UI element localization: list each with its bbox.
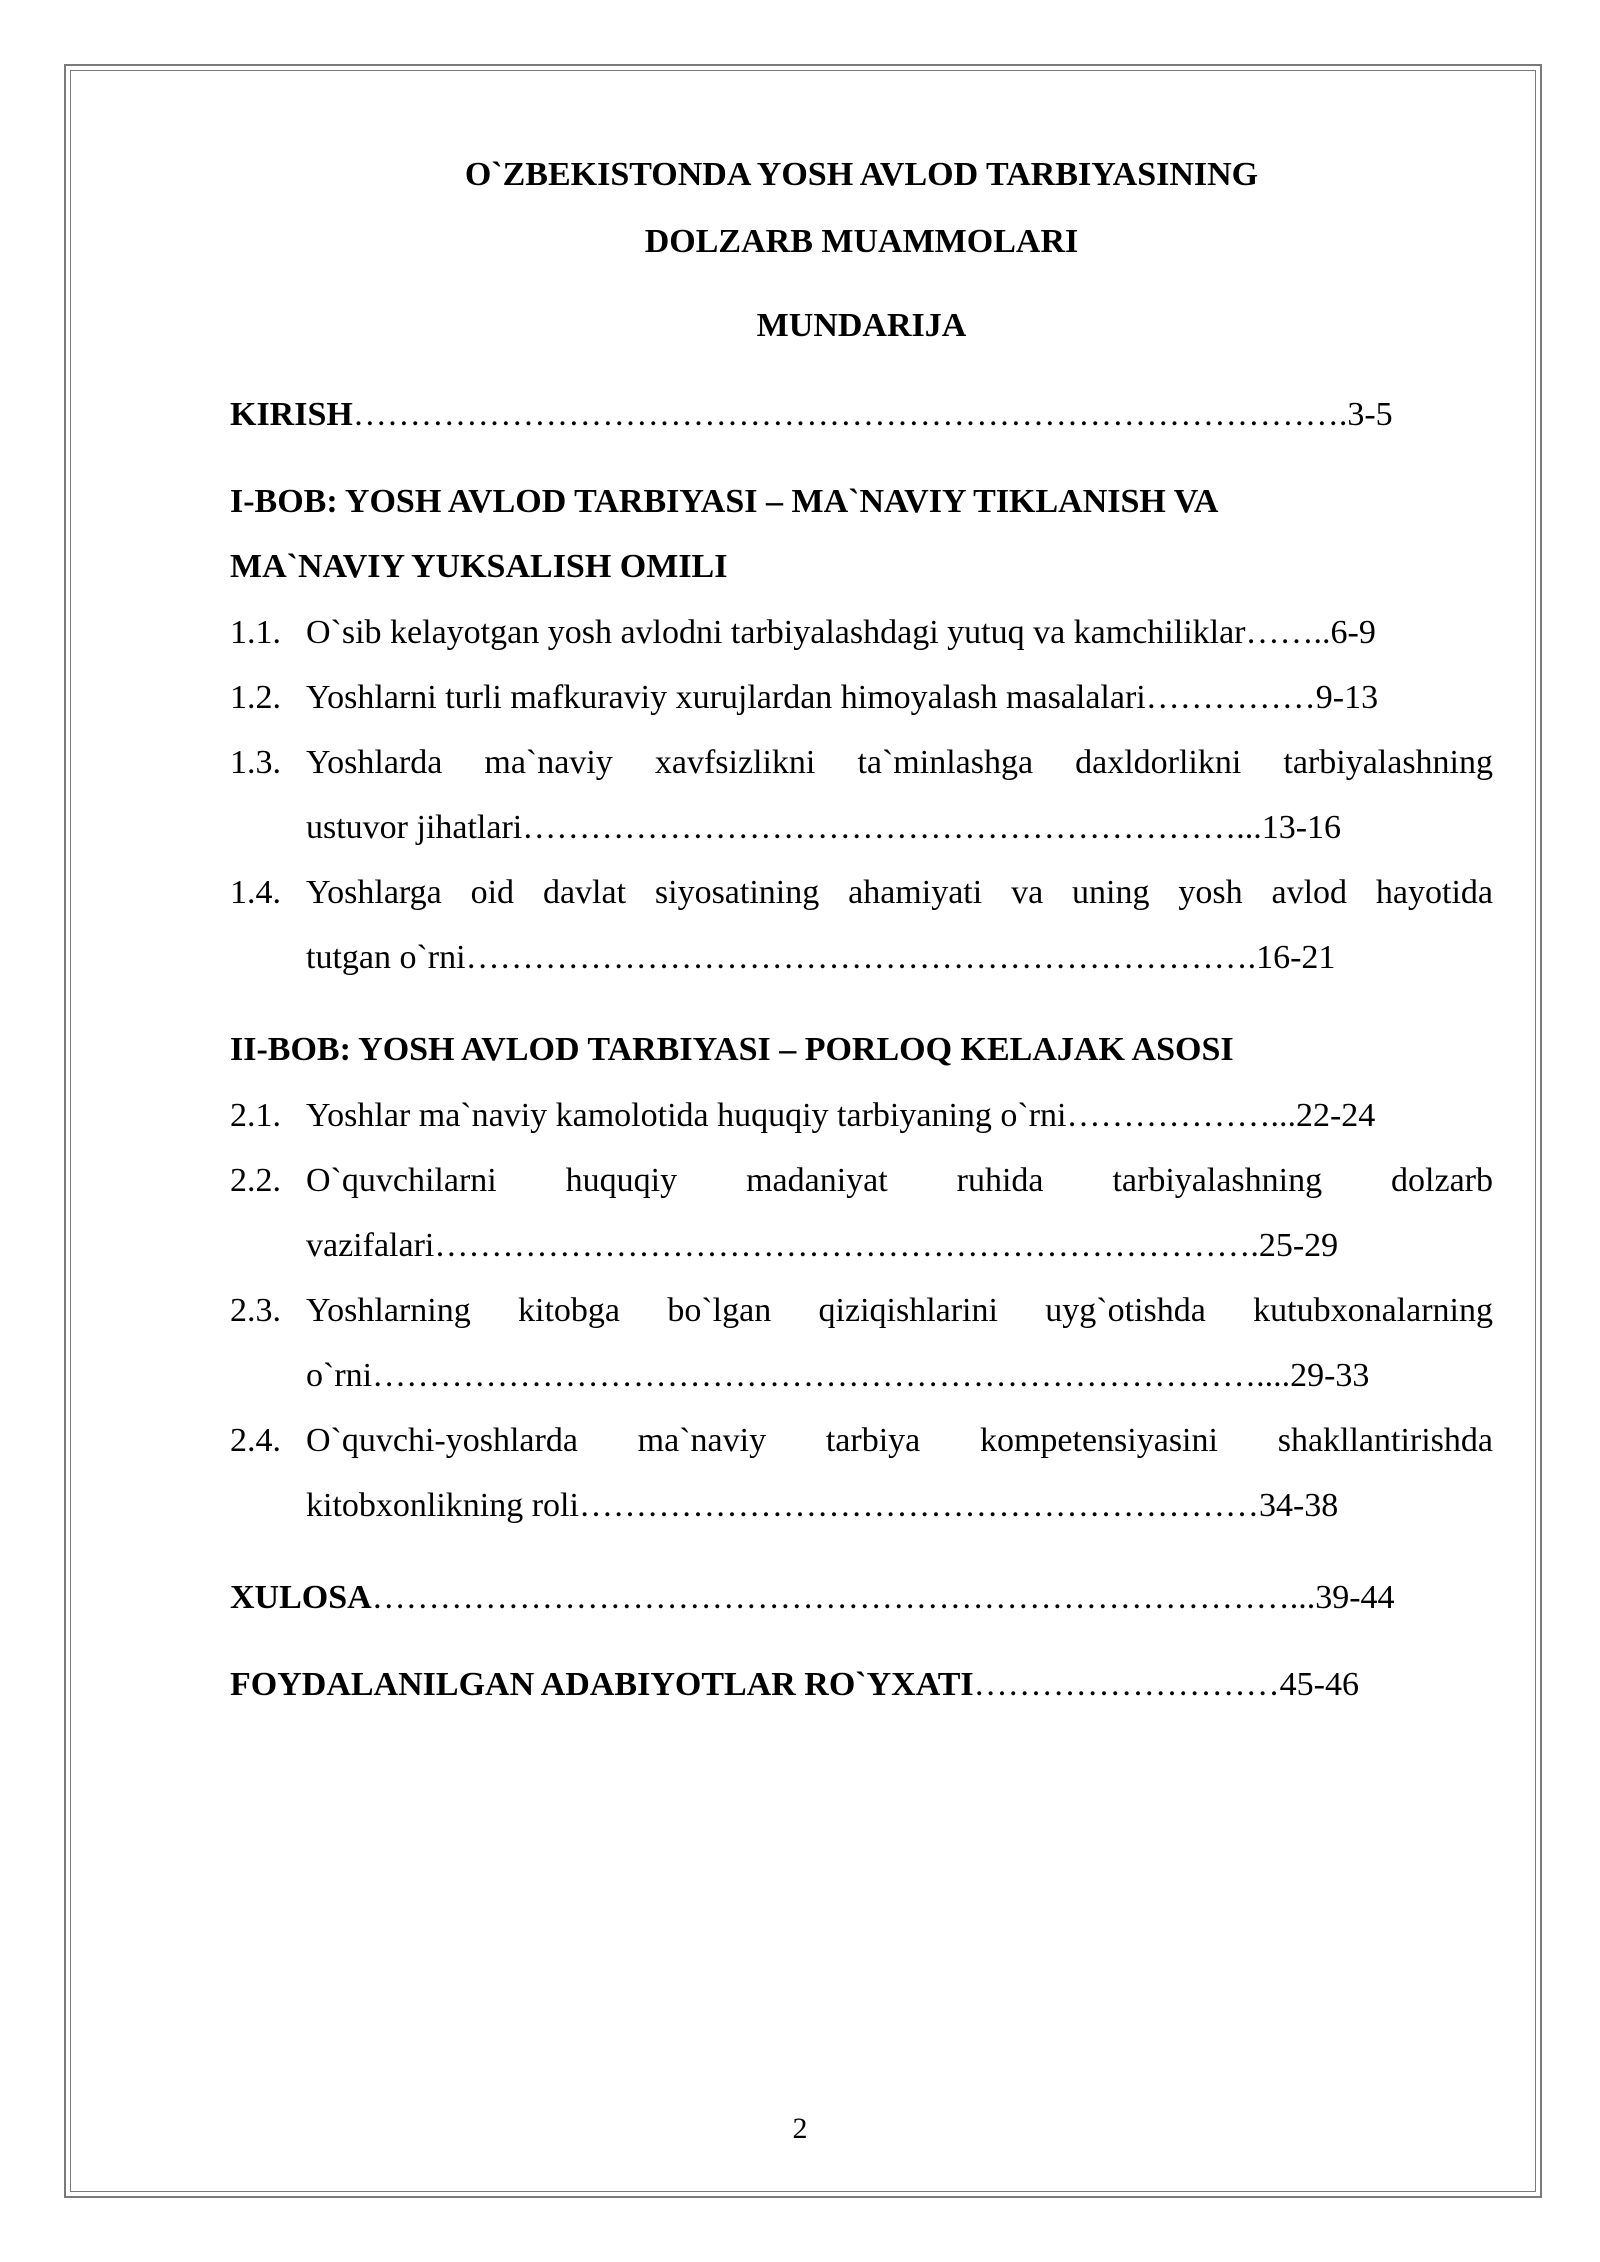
document-title-line2: DOLZARB MUAMMOLARI [644, 223, 1079, 260]
toc-entry-number: 1.4. [230, 874, 281, 911]
toc-entry-number: 1.1. [230, 614, 281, 651]
toc-entry-2-2-continuation: vazifalari……………………………………………………………….25-29 [306, 1227, 1339, 1264]
toc-entry-number: 1.3. [230, 744, 281, 781]
toc-chapter1-title-line2: MA`NAVIY YUKSALISH OMILI [230, 548, 728, 585]
toc-entry-kirish [230, 395, 1493, 435]
toc-entry-number: 1.2. [230, 679, 281, 716]
toc-entry-number: 2.2. [230, 1162, 281, 1199]
toc-entry-1-3-continuation: ustuvor jihatlari………………………………………………………...13-16 [306, 809, 1342, 846]
toc-entry-number: 2.1. [230, 1097, 281, 1134]
toc-entry-number: 2.3. [230, 1292, 281, 1329]
toc-entry-text: O`sib kelayotgan yosh avlodni tarbiyalashdagi yutuq va kamchiliklar……..6-9 [306, 614, 1376, 651]
toc-entry-2-3-continuation: o`rni……………………………………………………………………....29-33 [306, 1357, 1370, 1394]
toc-entry-text: Yoshlarni turli mafkuraviy xurujlardan himoyalash masalalari……………9-13 [306, 679, 1379, 716]
toc-entry-xulosa [230, 1578, 1493, 1618]
toc-entry-adabiyotlar-text: FOYDALANILGAN ADABIYOTLAR RO`YXATI………………………45-46 [230, 1666, 1359, 1703]
toc-entry-text: Yoshlarda ma`naviy xavfsizlikni ta`minlashga daxldorlikni tarbiyalashning [306, 744, 1493, 781]
toc-entry-text: O`quvchilarni huquqiy madaniyat ruhida tarbiyalashning dolzarb [306, 1162, 1493, 1199]
toc-entry-kirish-text: KIRISH…………………………………………………………………………….3-5 [230, 396, 1393, 433]
toc-chapter2-title: II-BOB: YOSH AVLOD TARBIYASI – PORLOQ KELAJAK ASOSI [230, 1031, 1234, 1068]
toc-entry-xulosa-text: XULOSA………………………………………………………………………...39-44 [230, 1579, 1395, 1616]
toc-entry-text: Yoshlarning kitobga bo`lgan qiziqishlarini uyg`otishda kutubxonalarning [306, 1292, 1493, 1329]
page-number: 2 [792, 2112, 808, 2145]
toc-entry-2-4-continuation: kitobxonlikning roli……………………………………………………34-38 [306, 1487, 1339, 1524]
toc-entry-adabiyotlar [230, 1665, 1493, 1705]
toc-chapter1-title-line1: I-BOB: YOSH AVLOD TARBIYASI – MA`NAVIY TIKLANISH VA [230, 483, 1219, 520]
toc-entry-text: Yoshlarga oid davlat siyosatining ahamiyati va uning yosh avlod hayotida [306, 874, 1493, 911]
toc-entry-text: Yoshlar ma`naviy kamolotida huquqiy tarbiyaning o`rni………………...22-24 [306, 1097, 1376, 1134]
document-title-line1: O`ZBEKISTONDA YOSH AVLOD TARBIYASINING [464, 156, 1259, 193]
toc-heading: MUNDARIJA [756, 307, 967, 344]
toc-entry-1-4-continuation: tutgan o`rni…………………………………………………………….16-21 [306, 939, 1336, 976]
toc-entry-number: 2.4. [230, 1422, 281, 1459]
toc-entry-text: O`quvchi-yoshlarda ma`naviy tarbiya kompetensiyasini shakllantirishda [306, 1422, 1493, 1459]
